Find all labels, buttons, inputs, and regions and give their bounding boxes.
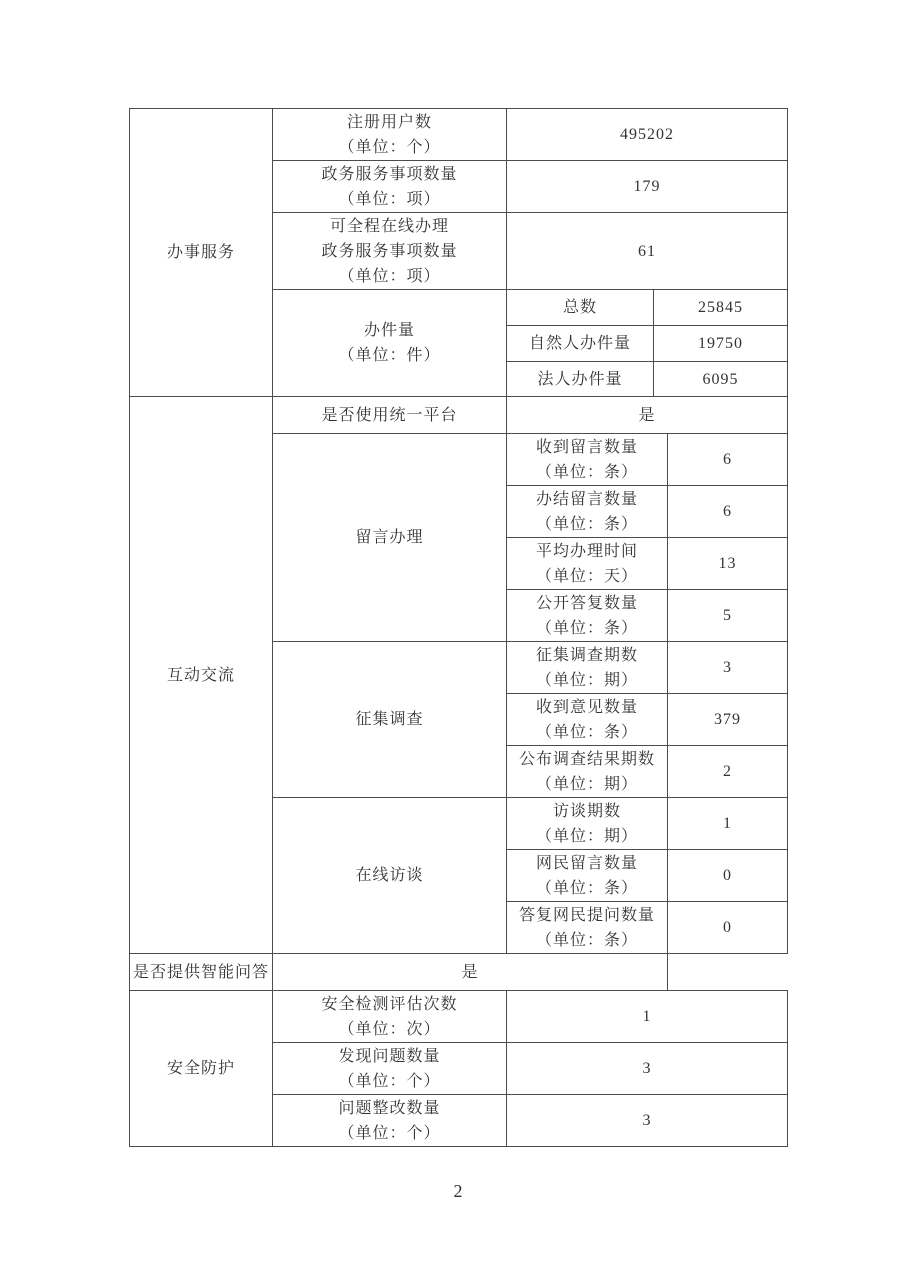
- survey-periods-label-cell: [507, 642, 668, 694]
- problems-fixed-label-cell: [273, 1095, 507, 1147]
- interview-periods-value-cell: 1: [668, 798, 788, 850]
- item-label-line: 办结留言数量: [535, 490, 638, 508]
- item-unit-line: （单位：个）: [338, 1124, 441, 1142]
- item-label-line: 可全程在线办理: [329, 217, 449, 235]
- section-label-interaction: 互动交流: [130, 397, 273, 954]
- message-handling-label-cell: 留言办理: [273, 434, 507, 642]
- item-label-line: 政务服务事项数量: [321, 165, 458, 183]
- online-service-items-label-cell: [273, 213, 507, 290]
- avg-handling-time-value-cell: 13: [668, 538, 788, 590]
- section-label-services: 办事服务: [130, 109, 273, 397]
- page-number: 2: [453, 1181, 463, 1201]
- item-unit-line: （单位：条）: [535, 515, 638, 533]
- item-unit-line: （单位：期）: [535, 827, 638, 845]
- smart-qa-label-cell: 是否提供智能问答: [130, 954, 273, 991]
- messages-received-label-cell: [507, 434, 668, 486]
- table-row: [130, 954, 788, 991]
- avg-handling-time-label-cell: [507, 538, 668, 590]
- item-label-line: 平均办理时间: [535, 542, 638, 560]
- item-unit-line: （单位：条）: [535, 463, 638, 481]
- item-unit-line: （单位：期）: [535, 775, 638, 793]
- problems-found-label-cell: [273, 1043, 507, 1095]
- survey-results-label-cell: [507, 746, 668, 798]
- item-unit-line: （单位：条）: [535, 931, 638, 949]
- item-label-line: 收到意见数量: [535, 698, 638, 716]
- service-items-value-cell: 179: [507, 161, 788, 213]
- public-replies-value-cell: 5: [668, 590, 788, 642]
- interview-periods-label-cell: [507, 798, 668, 850]
- item-unit-line: （单位：项）: [338, 190, 441, 208]
- registered-users-value-cell: 495202: [507, 109, 788, 161]
- item-unit-line: （单位：个）: [338, 138, 441, 156]
- item-label-line: 问题整改数量: [338, 1099, 441, 1117]
- registered-users-label-cell: [273, 109, 507, 161]
- service-items-label-cell: [273, 161, 507, 213]
- legal-person-volume-label-cell: 法人办件量: [507, 362, 654, 397]
- security-assessment-value-cell: 1: [507, 991, 788, 1043]
- survey-results-value-cell: 2: [668, 746, 788, 798]
- item-label-line: 公布调查结果期数: [518, 750, 655, 768]
- security-assessment-label-cell: [273, 991, 507, 1043]
- netizen-replies-value-cell: 0: [668, 902, 788, 954]
- messages-received-value-cell: 6: [668, 434, 788, 486]
- public-replies-label-cell: [507, 590, 668, 642]
- item-unit-line: （单位：期）: [535, 671, 638, 689]
- item-label-line: 访谈期数: [552, 802, 621, 820]
- online-service-items-value-cell: 61: [507, 213, 788, 290]
- messages-completed-value-cell: 6: [668, 486, 788, 538]
- netizen-messages-label-cell: [507, 850, 668, 902]
- item-unit-line: （单位：天）: [535, 567, 638, 585]
- smart-qa-value-cell: 是: [273, 954, 668, 991]
- netizen-messages-value-cell: 0: [668, 850, 788, 902]
- survey-label-cell: 征集调查: [273, 642, 507, 798]
- annual-report-table: [129, 108, 788, 1147]
- unified-platform-label-cell: 是否使用统一平台: [273, 397, 507, 434]
- table-row: [130, 397, 788, 434]
- item-label-line: 发现问题数量: [338, 1047, 441, 1065]
- item-unit-line: （单位：次）: [338, 1020, 441, 1038]
- table-row: [130, 991, 788, 1043]
- item-label-line: 政务服务事项数量: [321, 242, 458, 260]
- netizen-replies-label-cell: [507, 902, 668, 954]
- item-label-line: 注册用户数: [346, 113, 432, 131]
- section-label-security: 安全防护: [130, 991, 273, 1147]
- item-label-line: 安全检测评估次数: [321, 995, 458, 1013]
- unified-platform-value-cell: 是: [507, 397, 788, 434]
- item-label-line: 收到留言数量: [535, 438, 638, 456]
- problems-fixed-value-cell: 3: [507, 1095, 788, 1147]
- item-label-line: 答复网民提问数量: [518, 906, 655, 924]
- item-unit-line: （单位：个）: [338, 1072, 441, 1090]
- item-label-line: 网民留言数量: [535, 854, 638, 872]
- opinions-received-value-cell: 379: [668, 694, 788, 746]
- interview-label-cell: 在线访谈: [273, 798, 507, 954]
- item-label-line: 办件量: [363, 322, 415, 339]
- problems-found-value-cell: 3: [507, 1043, 788, 1095]
- opinions-received-label-cell: [507, 694, 668, 746]
- total-volume-value-cell: 25845: [654, 290, 788, 326]
- item-unit-line: （单位：条）: [535, 619, 638, 637]
- item-label-line: 公开答复数量: [535, 594, 638, 612]
- total-volume-label-cell: 总数: [507, 290, 654, 326]
- item-unit-line: （单位：条）: [535, 879, 638, 897]
- survey-periods-value-cell: 3: [668, 642, 788, 694]
- legal-person-volume-value-cell: 6095: [654, 362, 788, 397]
- item-unit-line: （单位：项）: [338, 267, 441, 285]
- processing-volume-label-cell: [273, 290, 507, 397]
- messages-completed-label-cell: [507, 486, 668, 538]
- item-label-line: 征集调查期数: [535, 646, 638, 664]
- item-unit-line: （单位：件）: [338, 347, 441, 364]
- natural-person-volume-value-cell: 19750: [654, 326, 788, 362]
- table-row: [130, 109, 788, 161]
- item-unit-line: （单位：条）: [535, 723, 638, 741]
- natural-person-volume-label-cell: 自然人办件量: [507, 326, 654, 362]
